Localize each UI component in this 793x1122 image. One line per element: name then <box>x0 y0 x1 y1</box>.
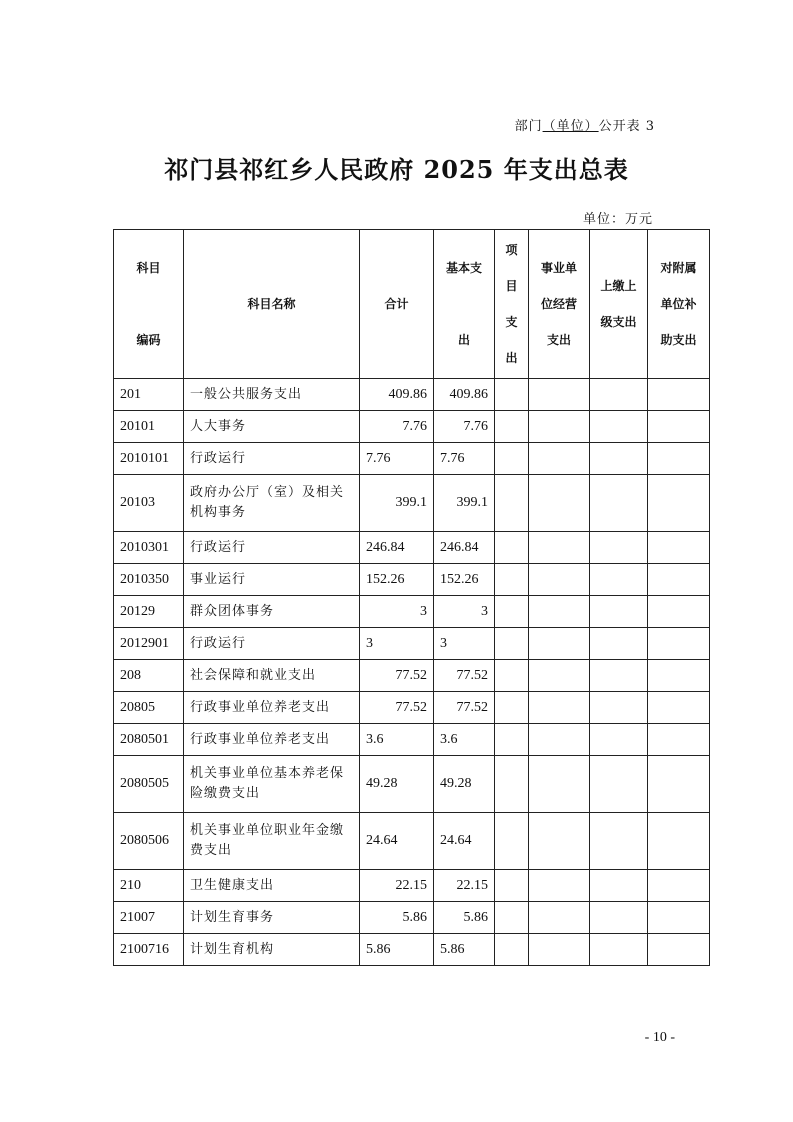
cell-total: 77.52 <box>360 692 434 724</box>
col-header-business-text: 事业单 位经营 支出 <box>540 261 577 347</box>
cell-project <box>495 902 529 934</box>
cell-project <box>495 870 529 902</box>
table-row <box>114 628 710 660</box>
cell-upper <box>590 724 648 756</box>
col-header-total <box>360 230 434 379</box>
cell-upper <box>590 870 648 902</box>
cell-code: 20805 <box>114 692 184 724</box>
cell-basic: 3.6 <box>434 724 495 756</box>
cell-project <box>495 532 529 564</box>
cell-business <box>529 813 590 870</box>
table-row <box>114 411 710 443</box>
cell-total: 7.76 <box>360 443 434 475</box>
cell-code: 20103 <box>114 475 184 532</box>
cell-total: 3 <box>360 628 434 660</box>
cell-total: 7.76 <box>360 411 434 443</box>
cell-subsidy <box>648 475 710 532</box>
cell-total: 399.1 <box>360 475 434 532</box>
cell-name: 行政事业单位养老支出 <box>184 692 360 724</box>
cell-upper <box>590 902 648 934</box>
col-header-business <box>529 230 590 379</box>
cell-code: 2010350 <box>114 564 184 596</box>
header-row <box>114 230 710 379</box>
cell-upper <box>590 411 648 443</box>
cell-business <box>529 532 590 564</box>
col-header-upper-text: 上缴上 级支出 <box>600 279 637 329</box>
cell-upper <box>590 756 648 813</box>
cell-name: 卫生健康支出 <box>184 870 360 902</box>
col-header-code <box>114 230 184 379</box>
cell-business <box>529 870 590 902</box>
cell-code: 2010301 <box>114 532 184 564</box>
cell-upper <box>590 379 648 411</box>
cell-subsidy <box>648 870 710 902</box>
cell-basic: 5.86 <box>434 934 495 966</box>
cell-business <box>529 443 590 475</box>
cell-code: 2012901 <box>114 628 184 660</box>
cell-name: 群众团体事务 <box>184 596 360 628</box>
unit-label: 单位：万元 <box>582 212 653 227</box>
cell-subsidy <box>648 532 710 564</box>
cell-subsidy <box>648 564 710 596</box>
cell-subsidy <box>648 934 710 966</box>
table-row <box>114 443 710 475</box>
cell-basic: 22.15 <box>434 870 495 902</box>
cell-code: 21007 <box>114 902 184 934</box>
cell-name: 计划生育机构 <box>184 934 360 966</box>
cell-basic: 24.64 <box>434 813 495 870</box>
table-row <box>114 475 710 532</box>
col-header-upper <box>590 230 648 379</box>
cell-project <box>495 692 529 724</box>
cell-upper <box>590 443 648 475</box>
page-number: - 10 - <box>644 1030 675 1045</box>
cell-business <box>529 564 590 596</box>
cell-basic: 152.26 <box>434 564 495 596</box>
cell-project <box>495 475 529 532</box>
cell-total: 152.26 <box>360 564 434 596</box>
cell-code: 20129 <box>114 596 184 628</box>
cell-business <box>529 628 590 660</box>
cell-business <box>529 379 590 411</box>
cell-name: 人大事务 <box>184 411 360 443</box>
cell-basic: 77.52 <box>434 660 495 692</box>
cell-total: 3.6 <box>360 724 434 756</box>
col-header-total-text: 合计 <box>384 297 409 311</box>
cell-basic: 77.52 <box>434 692 495 724</box>
cell-subsidy <box>648 692 710 724</box>
cell-total: 5.86 <box>360 934 434 966</box>
cell-name: 行政运行 <box>184 628 360 660</box>
cell-upper <box>590 628 648 660</box>
cell-business <box>529 724 590 756</box>
cell-business <box>529 475 590 532</box>
cell-business <box>529 692 590 724</box>
table-row <box>114 756 710 813</box>
table-row <box>114 813 710 870</box>
cell-business <box>529 411 590 443</box>
cell-code: 20101 <box>114 411 184 443</box>
cell-name: 行政运行 <box>184 532 360 564</box>
cell-business <box>529 756 590 813</box>
note-suffix: 公开表 3 <box>598 119 655 134</box>
cell-subsidy <box>648 379 710 411</box>
cell-project <box>495 411 529 443</box>
cell-basic: 7.76 <box>434 443 495 475</box>
cell-basic: 3 <box>434 596 495 628</box>
cell-project <box>495 443 529 475</box>
table-row <box>114 692 710 724</box>
table-row <box>114 379 710 411</box>
cell-name: 机关事业单位职业年金缴费支出 <box>184 813 360 870</box>
cell-total: 24.64 <box>360 813 434 870</box>
cell-business <box>529 902 590 934</box>
cell-project <box>495 934 529 966</box>
col-header-project-text: 项 目 支 出 <box>505 243 518 365</box>
cell-upper <box>590 660 648 692</box>
cell-basic: 399.1 <box>434 475 495 532</box>
cell-total: 77.52 <box>360 660 434 692</box>
cell-code: 2080501 <box>114 724 184 756</box>
col-header-name <box>184 230 360 379</box>
cell-subsidy <box>648 411 710 443</box>
expenditure-table <box>113 229 710 966</box>
cell-basic: 5.86 <box>434 902 495 934</box>
table-body <box>114 379 710 966</box>
table-number-note <box>515 115 655 134</box>
cell-name: 政府办公厅（室）及相关机构事务 <box>184 475 360 532</box>
col-header-basic-text: 基本支 出 <box>445 261 482 347</box>
cell-subsidy <box>648 596 710 628</box>
cell-code: 2100716 <box>114 934 184 966</box>
cell-basic: 7.76 <box>434 411 495 443</box>
cell-basic: 3 <box>434 628 495 660</box>
cell-name: 一般公共服务支出 <box>184 379 360 411</box>
cell-subsidy <box>648 443 710 475</box>
cell-code: 210 <box>114 870 184 902</box>
cell-upper <box>590 596 648 628</box>
cell-code: 2010101 <box>114 443 184 475</box>
cell-name: 行政运行 <box>184 443 360 475</box>
cell-business <box>529 596 590 628</box>
cell-upper <box>590 934 648 966</box>
cell-basic: 49.28 <box>434 756 495 813</box>
cell-business <box>529 660 590 692</box>
table-row <box>114 532 710 564</box>
table-row <box>114 564 710 596</box>
col-header-subsidy-text: 对附属 单位补 助支出 <box>660 261 697 347</box>
cell-total: 22.15 <box>360 870 434 902</box>
cell-code: 201 <box>114 379 184 411</box>
cell-subsidy <box>648 902 710 934</box>
cell-subsidy <box>648 660 710 692</box>
cell-basic: 246.84 <box>434 532 495 564</box>
cell-subsidy <box>648 628 710 660</box>
cell-total: 49.28 <box>360 756 434 813</box>
cell-total: 409.86 <box>360 379 434 411</box>
col-header-subsidy <box>648 230 710 379</box>
cell-business <box>529 934 590 966</box>
col-header-name-text: 科目名称 <box>247 297 296 311</box>
page-title: 祁门县祁红乡人民政府 2025 年支出总表 <box>164 155 629 184</box>
cell-total: 3 <box>360 596 434 628</box>
cell-project <box>495 660 529 692</box>
note-prefix: 部门 <box>514 119 543 134</box>
cell-subsidy <box>648 756 710 813</box>
cell-name: 机关事业单位基本养老保险缴费支出 <box>184 756 360 813</box>
note-unit: （单位） <box>542 119 599 134</box>
cell-project <box>495 813 529 870</box>
cell-basic: 409.86 <box>434 379 495 411</box>
cell-upper <box>590 532 648 564</box>
cell-project <box>495 724 529 756</box>
col-header-basic <box>434 230 495 379</box>
table-row <box>114 724 710 756</box>
table-row <box>114 934 710 966</box>
cell-total: 246.84 <box>360 532 434 564</box>
cell-project <box>495 564 529 596</box>
cell-upper <box>590 692 648 724</box>
cell-code: 208 <box>114 660 184 692</box>
cell-name: 行政事业单位养老支出 <box>184 724 360 756</box>
cell-project <box>495 379 529 411</box>
cell-subsidy <box>648 813 710 870</box>
table-row <box>114 902 710 934</box>
cell-project <box>495 628 529 660</box>
table-row <box>114 596 710 628</box>
cell-subsidy <box>648 724 710 756</box>
cell-total: 5.86 <box>360 902 434 934</box>
col-header-project <box>495 230 529 379</box>
cell-code: 2080505 <box>114 756 184 813</box>
cell-upper <box>590 475 648 532</box>
cell-code: 2080506 <box>114 813 184 870</box>
cell-name: 事业运行 <box>184 564 360 596</box>
cell-name: 计划生育事务 <box>184 902 360 934</box>
col-header-code-text: 科目 编码 <box>136 261 161 347</box>
table-row <box>114 870 710 902</box>
cell-upper <box>590 564 648 596</box>
cell-upper <box>590 813 648 870</box>
cell-project <box>495 596 529 628</box>
cell-name: 社会保障和就业支出 <box>184 660 360 692</box>
cell-project <box>495 756 529 813</box>
table-row <box>114 660 710 692</box>
